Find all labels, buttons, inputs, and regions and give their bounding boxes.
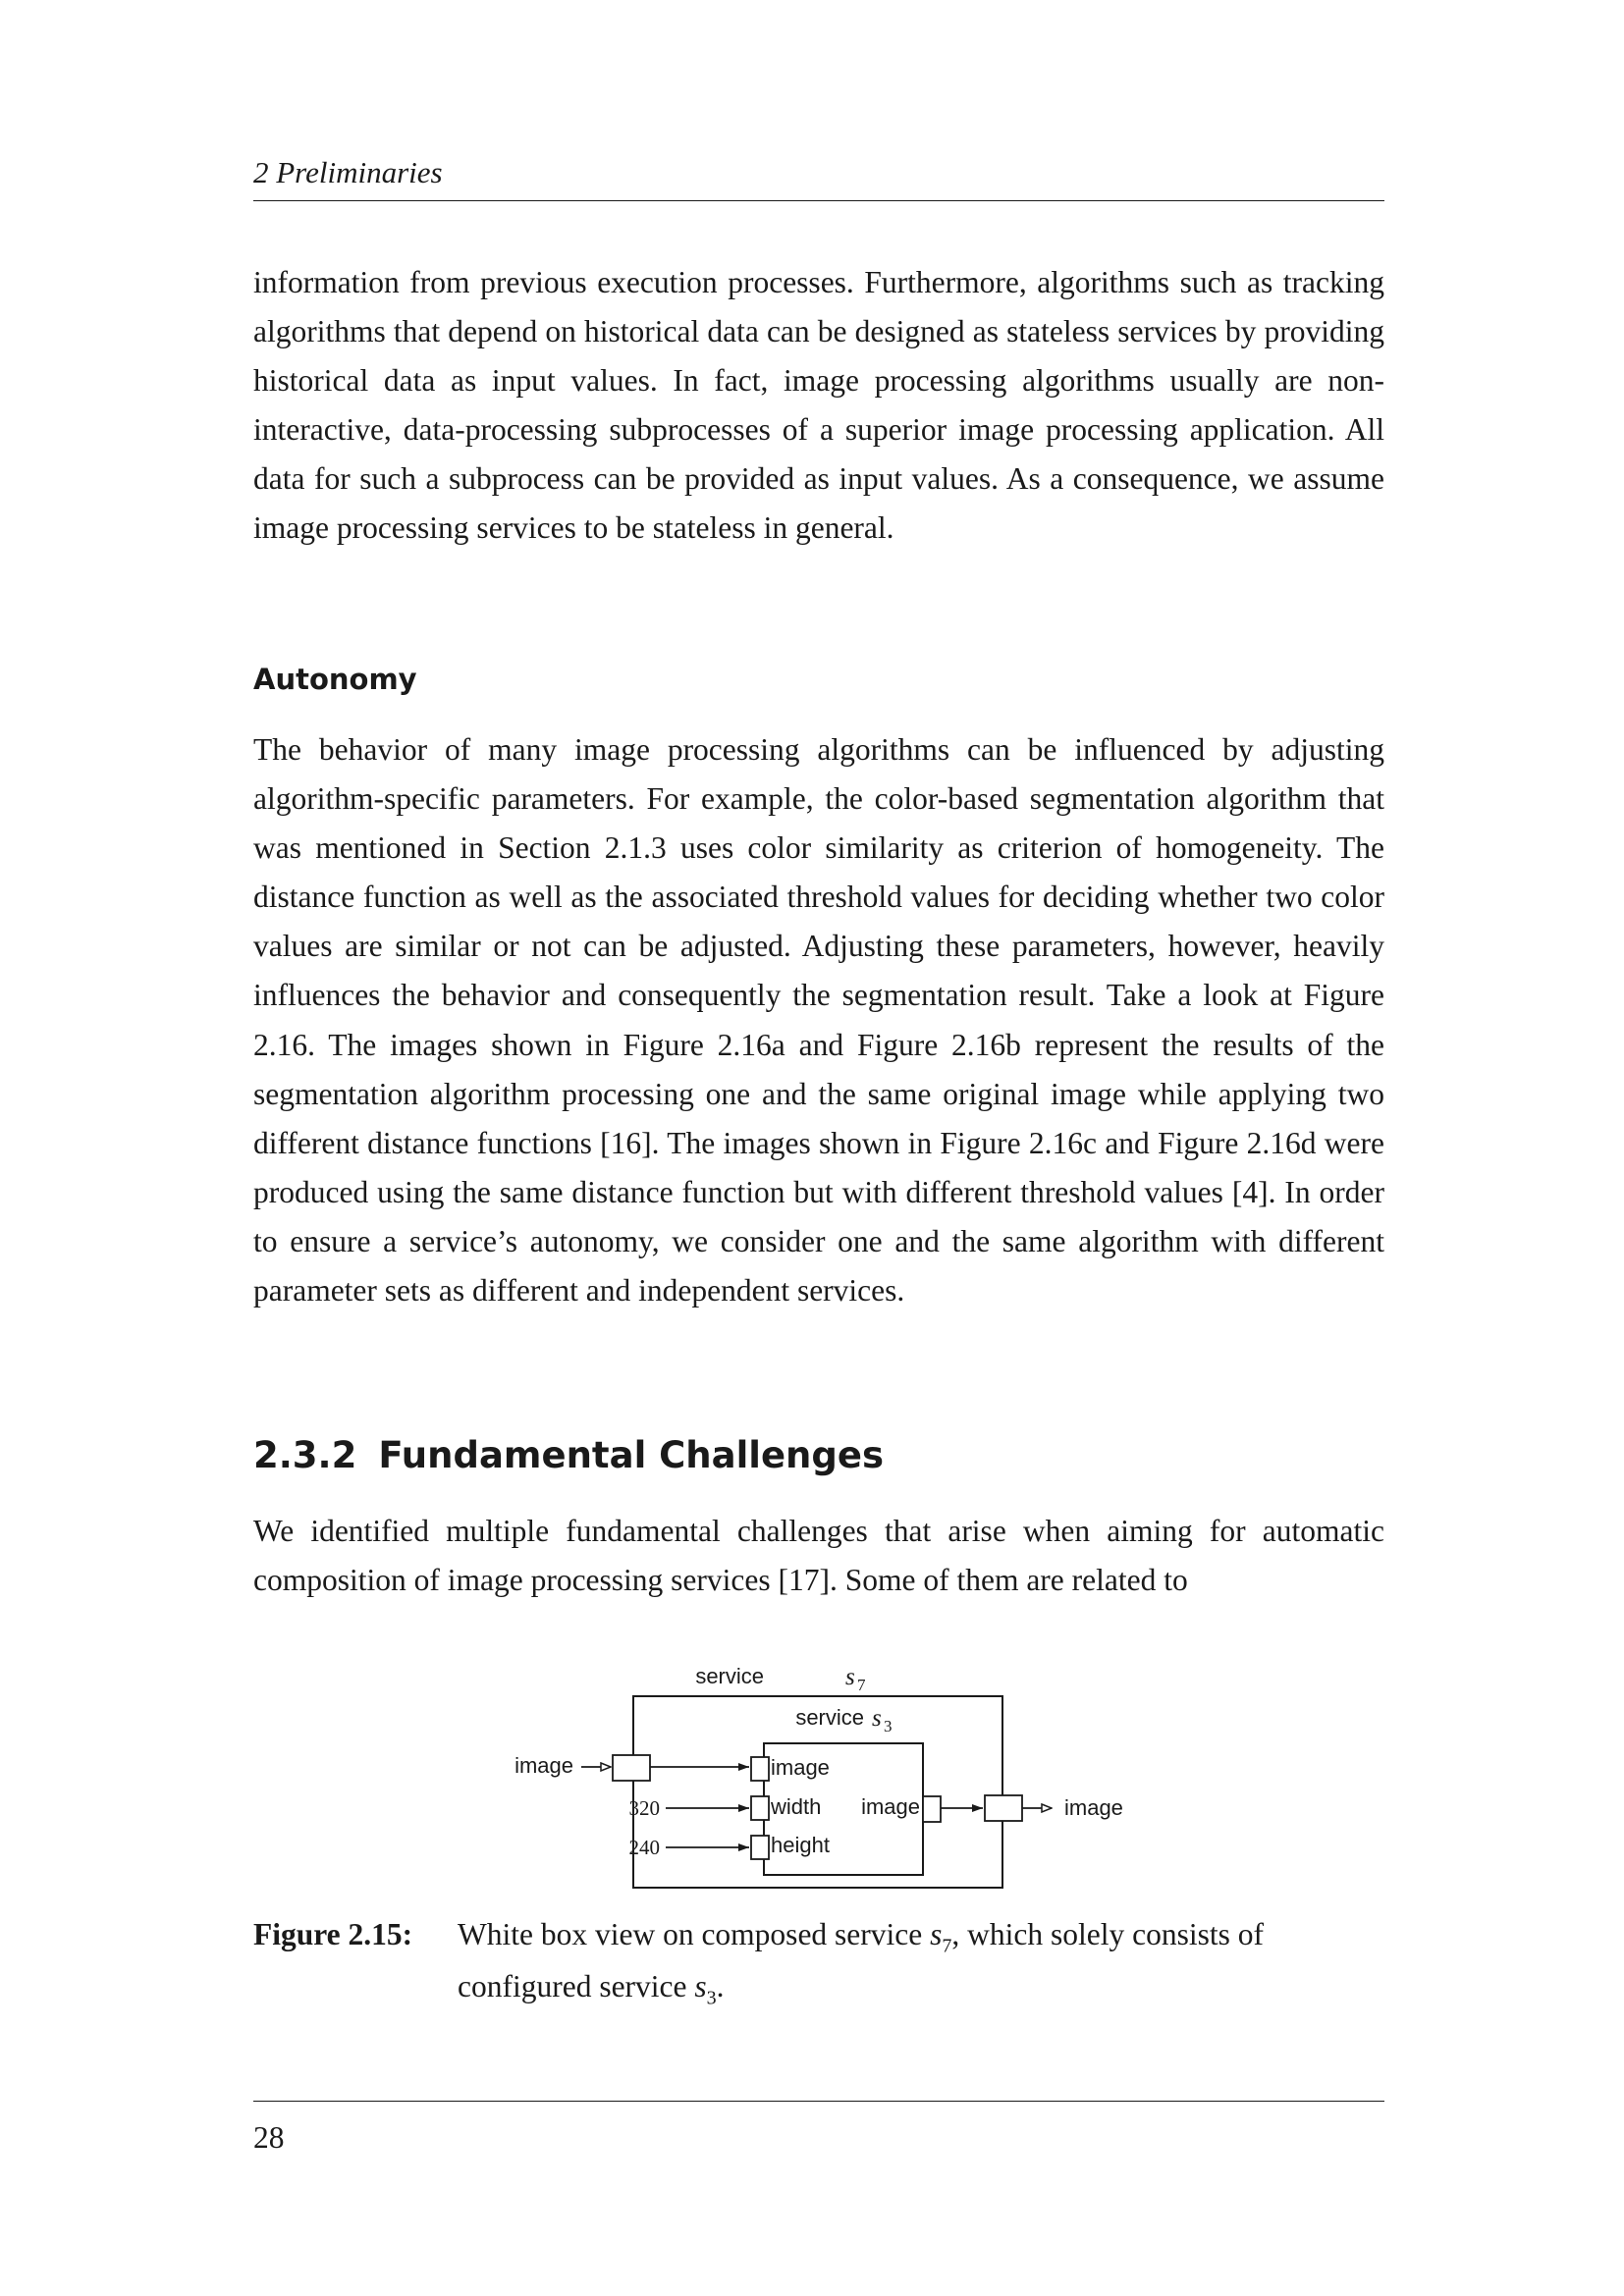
section-title: Fundamental Challenges [378,1434,884,1476]
footer-rule [253,2101,1384,2102]
port-output-image-label: image [861,1794,920,1819]
height-value: 240 [628,1836,660,1859]
page [253,0,1384,2296]
subsection-heading-autonomy: Autonomy [253,663,417,696]
outer-service-var: s [845,1664,855,1690]
figure-2-15 [253,1649,1384,1904]
paragraph-autonomy: The behavior of many image processing algorithms can be influenced by adjusting algorithm-specific parameters. For example, the color-based segmentation algorithm that was mentioned in Section 2.1.3 uses color similarity as criterion of homogeneity. The distance function as well as the associated threshold values for deciding whether two color values are similar or not can be adjusted. Adjusting these parameters, however, heavily influences the behavior and consequently the segmentation result. Take a look at Figure 2.16. The images shown in Figure 2.16a and Figure 2.16b represent the results of the segmentation algorithm processing one and the same original image while applying two different distance functions [16]. The images shown in Figure 2.16c and Figure 2.16d were produced using the same distance function but with different threshold values [4]. In order to ensure a service’s autonomy, we consider one and the same algorithm with different parameter sets as different and independent services. [253,732,1384,1308]
output-image-label: image [1064,1795,1123,1820]
width-value: 320 [628,1796,660,1820]
paragraph-challenges: We identified multiple fundamental challenges that arise when aiming for automatic composition of image processing services [17]. Some of them are related to [253,1514,1384,1598]
outer-input-port [613,1755,650,1781]
composition-diagram [253,1649,1384,1904]
inner-height-port [751,1836,769,1859]
caption-sub1: 7 [942,1935,952,1957]
page-number: 28 [253,2120,285,2155]
caption-text [458,1914,1380,2019]
running-head: 2 Preliminaries [253,155,443,189]
input-image-label: image [514,1753,573,1778]
caption-label: Figure 2.15: [253,1917,413,1951]
caption-sub2: 3 [706,1987,717,2009]
header-rule [253,200,1384,201]
inner-output-port [923,1796,941,1822]
paragraph-statelessness: information from previous execution processes. Furthermore, algorithms such as tracking algorithms that depend on historical data can be designed as stateless services by providing historical data as input values. In fact, image processing algorithms usually are non-interactive, data-processing subprocesses of a superior image processing application. All data for such a subprocess can be provided as input values. As a consequence, we assume image processing services to be stateless in general. [253,265,1384,546]
inner-image-port [751,1757,769,1781]
caption-text-post: . [716,1969,725,2004]
inner-service-label: service [795,1705,864,1730]
caption-text-mid: , which solely consists of configured service [458,1917,1264,2004]
port-image-label: image [771,1755,830,1780]
inner-width-port [751,1796,769,1820]
outer-service-label: service [695,1664,764,1688]
port-height-label: height [771,1833,830,1857]
caption-var1: s [930,1917,943,1951]
inner-service-sub: 3 [884,1717,893,1735]
caption-var2: s [694,1969,707,2004]
inner-service-var: s [872,1705,882,1732]
outer-output-port [985,1795,1022,1821]
outer-service-sub: 7 [857,1676,866,1694]
section-number: 2.3.2 [253,1434,357,1476]
section-heading [253,1431,884,1480]
caption-text-pre: White box view on composed service [458,1917,931,1951]
port-width-label: width [771,1794,822,1819]
